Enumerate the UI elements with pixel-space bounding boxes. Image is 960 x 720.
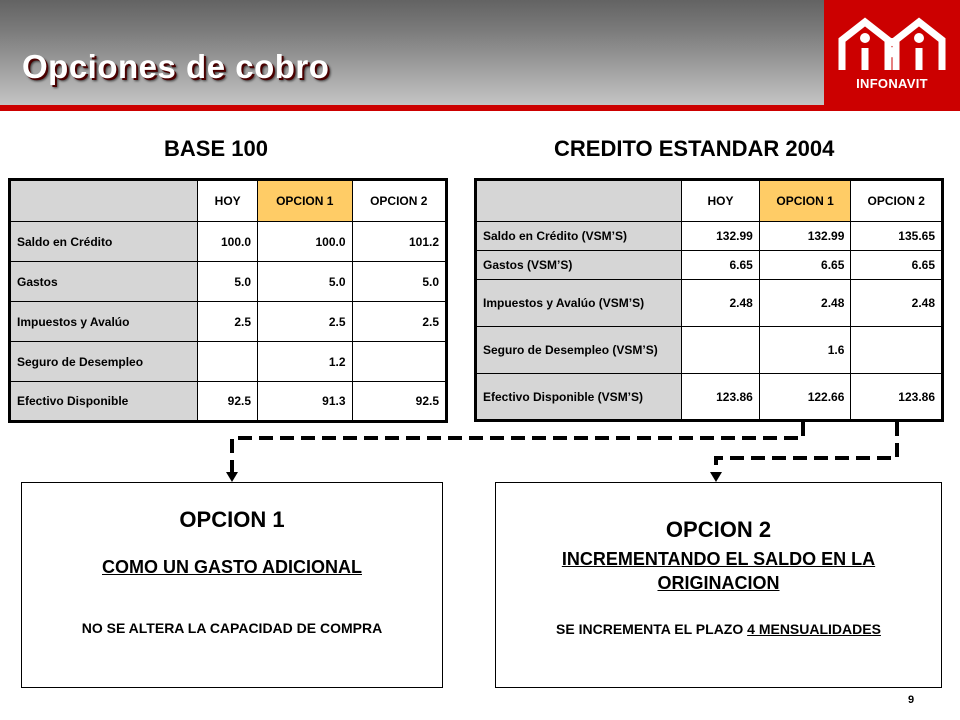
cell-value: 91.3 <box>258 382 352 422</box>
col-header-opcion2: OPCION 2 <box>851 180 943 222</box>
cell-value: 100.0 <box>198 222 258 262</box>
cell-value: 2.48 <box>759 280 851 327</box>
row-label: Seguro de Desempleo <box>10 342 198 382</box>
cell-value: 132.99 <box>759 222 851 251</box>
cell-value: 1.2 <box>258 342 352 382</box>
cell-value: 5.0 <box>258 262 352 302</box>
cell-value: 123.86 <box>851 374 943 421</box>
arrowhead-opcion2 <box>710 472 722 482</box>
cell-value: 5.0 <box>352 262 447 302</box>
opcion1-subtitle: COMO UN GASTO ADICIONAL <box>102 557 362 577</box>
row-label: Saldo en Crédito (VSM’S) <box>476 222 682 251</box>
cell-value: 6.65 <box>759 251 851 280</box>
cell-value: 92.5 <box>352 382 447 422</box>
opcion2-subtitle: INCREMENTANDO EL SALDO EN LA ORIGINACION <box>561 549 876 593</box>
col-header-hoy: HOY <box>198 180 258 222</box>
opcion1-box <box>21 482 443 688</box>
cell-value: 2.5 <box>352 302 447 342</box>
arrowhead-opcion1 <box>226 472 238 482</box>
page-title: Opciones de cobro <box>22 48 330 85</box>
row-label: Impuestos y Avalúo (VSM’S) <box>476 280 682 327</box>
row-label: Gastos (VSM’S) <box>476 251 682 280</box>
base100-heading: BASE 100 <box>164 136 268 161</box>
row-label: Saldo en Crédito <box>10 222 198 262</box>
col-header-opcion2: OPCION 2 <box>352 180 447 222</box>
col-header-hoy: HOY <box>682 180 760 222</box>
opcion2-box <box>495 482 942 688</box>
cell-value: 92.5 <box>198 382 258 422</box>
row-label: Impuestos y Avalúo <box>10 302 198 342</box>
cell-value: 135.65 <box>851 222 943 251</box>
cell-value: 2.5 <box>258 302 352 342</box>
row-label: Efectivo Disponible (VSM’S) <box>476 374 682 421</box>
credito2004-heading: CREDITO ESTANDAR 2004 <box>554 136 835 161</box>
connector-to-opcion2 <box>716 422 897 474</box>
opcion2-note-emphasis: 4 MENSUALIDADES <box>747 621 881 637</box>
cell-value: 122.66 <box>759 374 851 421</box>
cell-value: 101.2 <box>352 222 447 262</box>
page-number: 9 <box>908 694 915 706</box>
cell-value: 1.6 <box>759 327 851 374</box>
row-label: Efectivo Disponible <box>10 382 198 422</box>
cell-value: 6.65 <box>851 251 943 280</box>
logo-text: INFONAVIT <box>856 76 928 91</box>
cell-value: 6.65 <box>682 251 760 280</box>
cell-value: 123.86 <box>682 374 760 421</box>
opcion1-title: OPCION 1 <box>179 507 285 532</box>
row-label: Seguro de Desempleo (VSM’S) <box>476 327 682 374</box>
cell-value: 2.5 <box>198 302 258 342</box>
opcion2-title: OPCION 2 <box>665 517 772 542</box>
opcion2-note-prefix: SE INCREMENTA EL PLAZO <box>556 621 744 637</box>
cell-value: 2.48 <box>851 280 943 327</box>
cell-value: 2.48 <box>682 280 760 327</box>
connector-to-opcion1 <box>232 422 803 474</box>
cell-value: 5.0 <box>198 262 258 302</box>
col-header-opcion1: OPCION 1 <box>258 180 352 222</box>
opcion2-note <box>496 621 941 637</box>
cell-value: 100.0 <box>258 222 352 262</box>
cell-value: 132.99 <box>682 222 760 251</box>
col-header-opcion1: OPCION 1 <box>759 180 851 222</box>
opcion1-note: NO SE ALTERA LA CAPACIDAD DE COMPRA <box>81 620 383 636</box>
row-label: Gastos <box>10 262 198 302</box>
